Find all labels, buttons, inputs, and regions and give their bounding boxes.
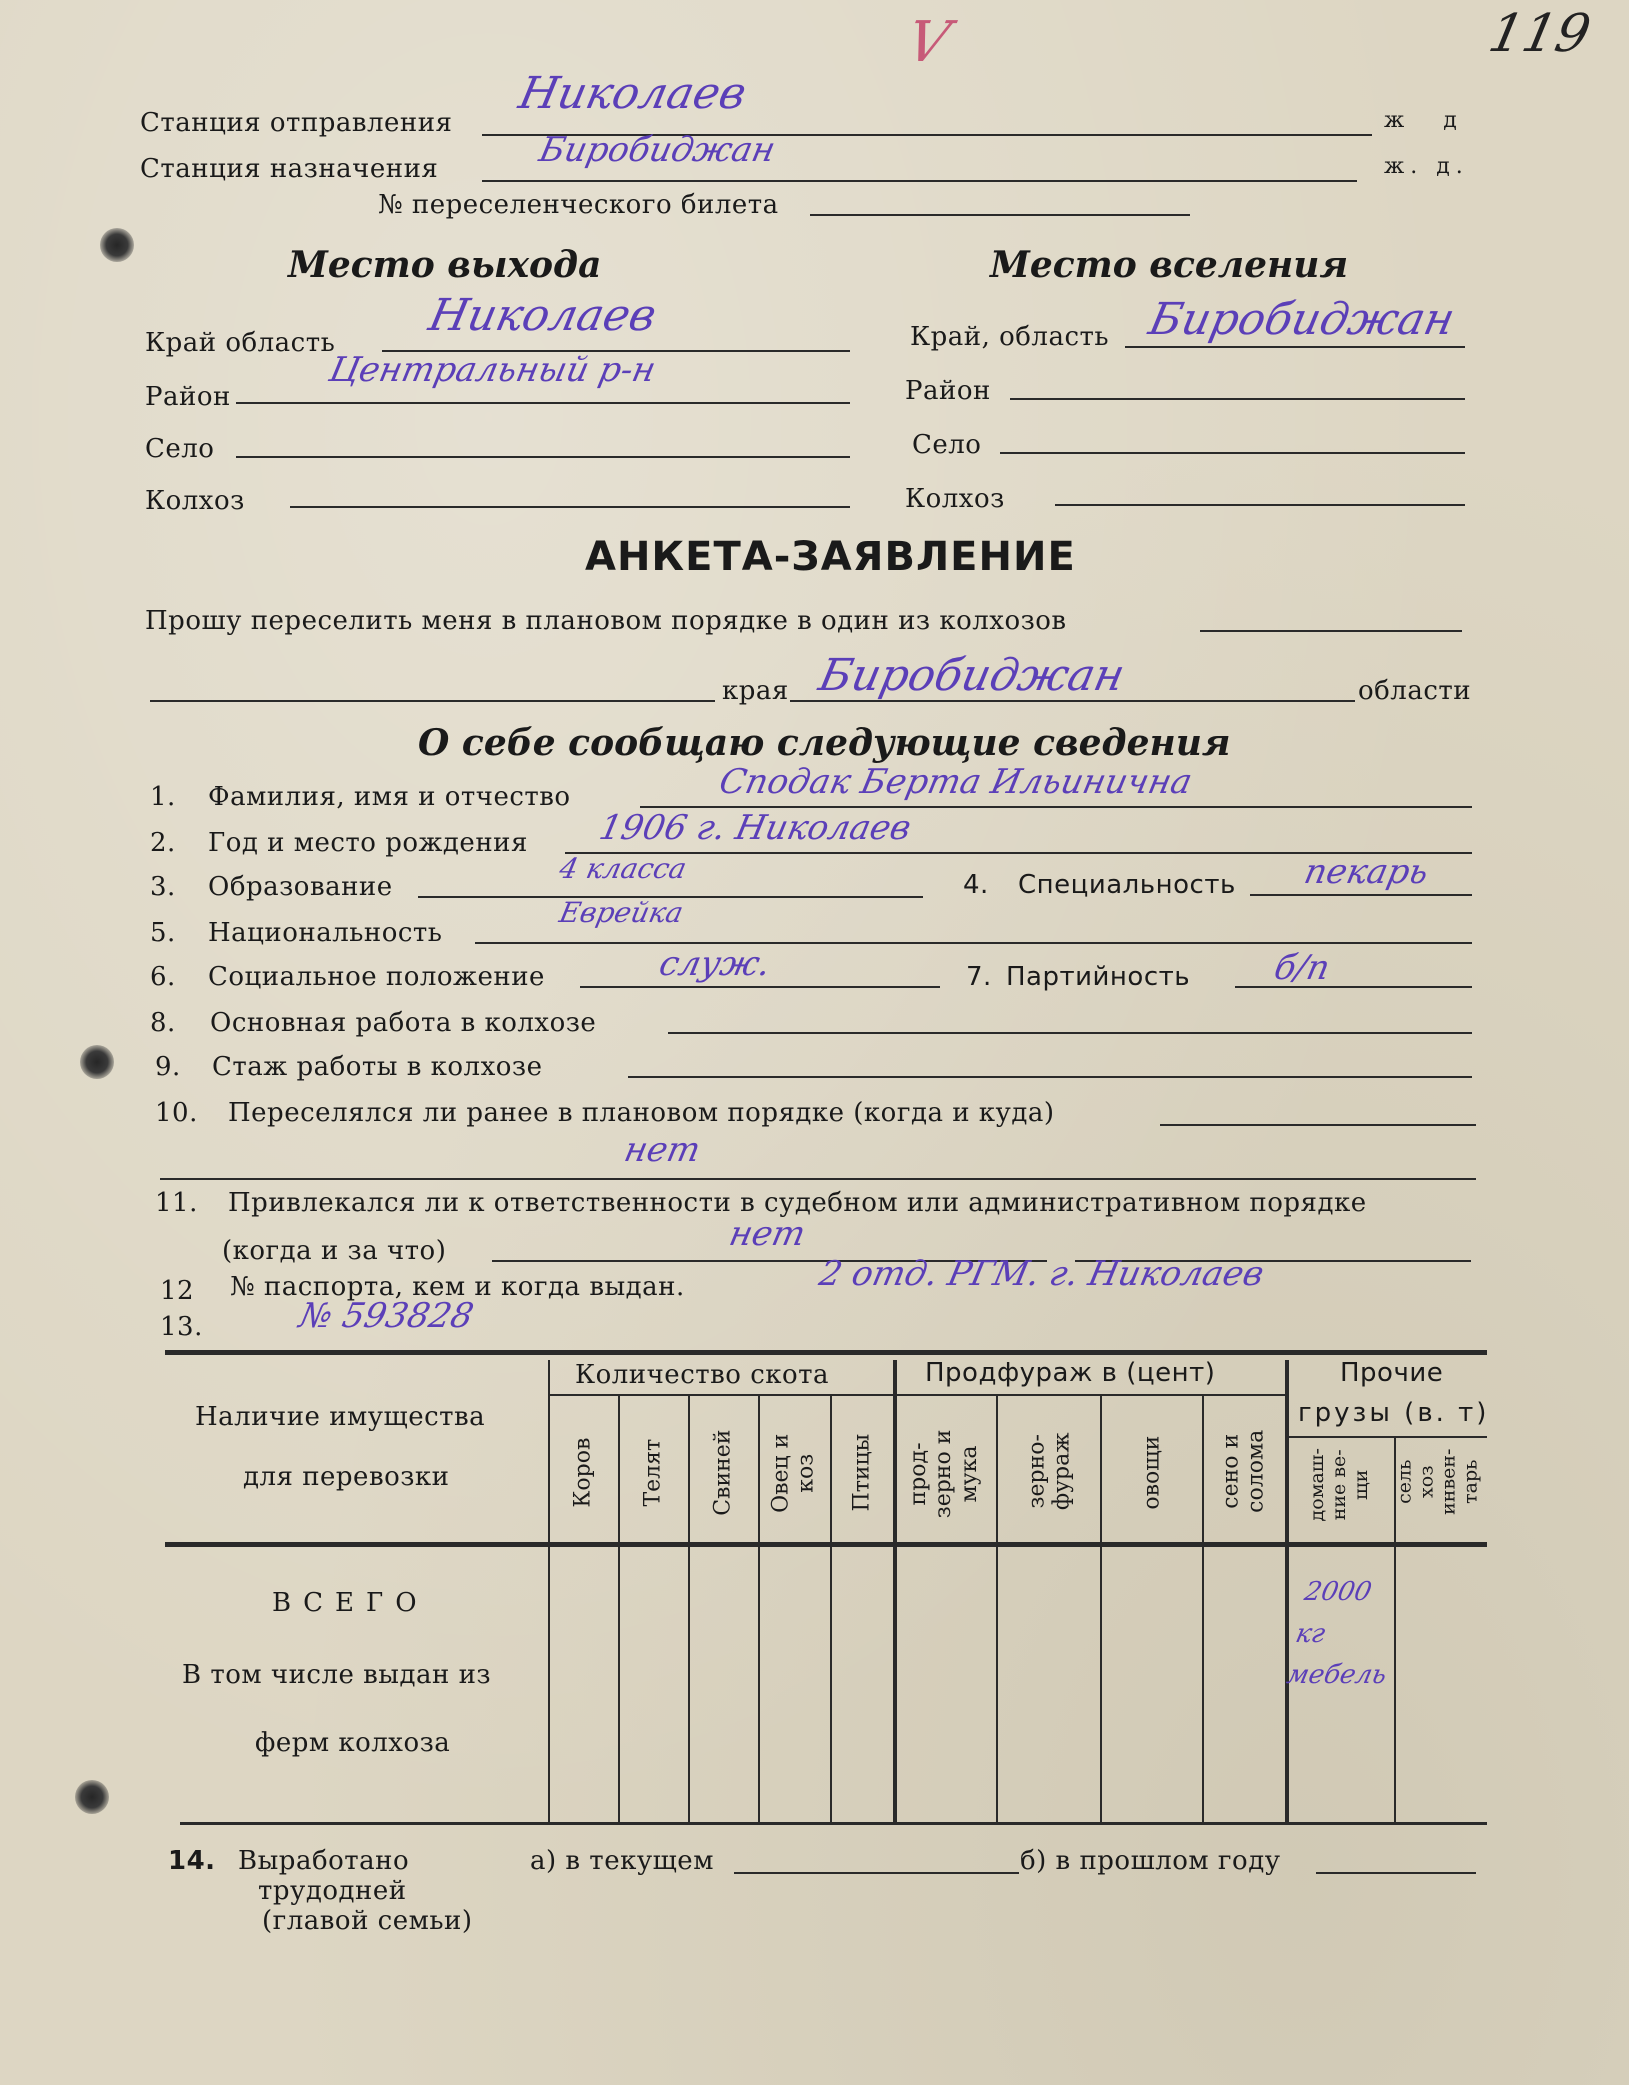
field-10-line (1160, 1124, 1476, 1126)
field-9-number: 9. (155, 1052, 181, 1082)
total-label: ВСЕГО (272, 1588, 429, 1618)
property-header: Наличие имущества (195, 1402, 486, 1432)
destination-region-label: Край, область (910, 322, 1110, 352)
property-header-b: для перевозки (243, 1462, 450, 1492)
destination-heading: Место вселения (990, 244, 1349, 286)
workdays-label: Выработано (238, 1846, 410, 1876)
feed-header: Продфураж в (цент) (925, 1358, 1216, 1388)
field-11-label-b: (когда и за что) (222, 1236, 447, 1266)
check-mark: V (901, 10, 956, 75)
field-7-label: Партийность (1006, 962, 1191, 992)
destination-station-value: Биробиджан (535, 130, 779, 170)
previous-year-label: б) в прошлом году (1020, 1846, 1281, 1876)
col-farm-inventory: сель хоз инвен- тарь (1393, 1448, 1481, 1515)
field-11-value: нет (725, 1214, 810, 1254)
punch-hole (80, 1045, 114, 1079)
origin-district-value: Центральный р-н (325, 350, 660, 390)
workdays-label-c: (главой семьи) (262, 1906, 473, 1936)
field-8-line (668, 1032, 1472, 1034)
field-6-value: служ. (655, 944, 775, 984)
field-6-number: 6. (150, 962, 176, 992)
destination-village-line (1000, 452, 1465, 454)
field-10-number: 10. (155, 1098, 198, 1128)
field-1-number: 1. (150, 782, 176, 812)
oblast-label: области (1358, 676, 1472, 706)
col-household: домаш- ние ве- щи (1306, 1448, 1372, 1522)
field-9-label: Стаж работы в колхозе (212, 1052, 543, 1082)
destination-district-line (1010, 398, 1465, 400)
col-divider (548, 1360, 550, 1822)
field-7-number: 7. (966, 962, 992, 992)
origin-district-label: Район (145, 382, 231, 412)
field-3-label: Образование (208, 872, 393, 902)
household-value: 2000 кг мебель (1284, 1577, 1390, 1691)
field-12-label: № паспорта, кем и когда выдан. (230, 1272, 685, 1302)
destination-village-label: Село (912, 430, 982, 460)
destination-kolkhoz-label: Колхоз (905, 484, 1005, 514)
ticket-label: № переселенческого билета (378, 190, 779, 220)
origin-region-value: Николаев (424, 290, 661, 341)
field-10-line-2 (160, 1178, 1476, 1180)
col-divider (758, 1396, 760, 1822)
field-13-value: № 593828 (295, 1296, 478, 1336)
departure-station-label: Станция отправления (140, 108, 453, 138)
punch-hole (100, 228, 134, 262)
col-vegetables: овощи (1139, 1435, 1165, 1510)
table-bottom-rule (180, 1822, 1487, 1825)
field-9-line (628, 1076, 1472, 1078)
field-4-line (1250, 894, 1472, 896)
field-6-label: Социальное положение (208, 962, 545, 992)
field-12-number: 12 (160, 1276, 195, 1306)
workdays-number: 14. (168, 1846, 216, 1876)
destination-district-label: Район (905, 376, 991, 406)
origin-village-line (236, 456, 850, 458)
ticket-line (810, 214, 1190, 216)
current-year-line (734, 1872, 1019, 1874)
field-2-value: 1906 г. Николаев (595, 808, 915, 848)
page-number: 119 (1483, 4, 1596, 64)
request-line (1200, 630, 1462, 632)
destination-region-line (1125, 346, 1465, 348)
current-year-label: а) в текущем (530, 1846, 714, 1876)
field-1-value: Сподак Берта Ильинична (715, 762, 1196, 802)
kray-value: Биробиджан (814, 650, 1130, 701)
col-cows: Коров (570, 1437, 596, 1508)
field-11-label: Привлекался ли к ответственности в судебном или административном порядке (228, 1188, 1367, 1218)
col-divider (1100, 1396, 1102, 1822)
departure-station-value: Николаев (514, 68, 751, 119)
table-top-rule (165, 1350, 1487, 1355)
field-13-number: 13. (160, 1312, 203, 1342)
other-header: Прочие (1340, 1358, 1444, 1388)
col-grain-flour: прод- зерно и мука (906, 1429, 982, 1519)
col-divider (1202, 1396, 1204, 1822)
field-12-value: 2 отд. РГМ. г. Николаев (815, 1254, 1268, 1294)
field-4-value: пекарь (1300, 852, 1433, 892)
origin-district-line (236, 402, 850, 404)
col-sheep-goats: Овец и коз (768, 1433, 819, 1513)
previous-year-line (1316, 1872, 1476, 1874)
request-text: Прошу переселить меня в плановом порядке в один из колхозов (145, 606, 1067, 636)
field-4-label: Специальность (1018, 870, 1236, 900)
livestock-header: Количество скота (575, 1360, 830, 1390)
kray-label: края (722, 676, 789, 706)
col-divider-thick (893, 1360, 897, 1822)
destination-station-line (482, 180, 1357, 182)
origin-heading: Место выхода (288, 244, 602, 286)
form-title: АНКЕТА-ЗАЯВЛЕНИЕ (585, 534, 1076, 580)
destination-station-label: Станция назначения (140, 154, 439, 184)
field-2-label: Год и место рождения (208, 828, 528, 858)
col-poultry: Птицы (849, 1433, 875, 1512)
origin-village-label: Село (145, 434, 215, 464)
field-5-line (475, 942, 1472, 944)
origin-kolkhoz-label: Колхоз (145, 486, 245, 516)
issued-label: В том числе выдан из (182, 1660, 492, 1690)
departure-station-suffix: ж д (1384, 108, 1473, 133)
col-grain-fodder: зерно- фураж (1024, 1432, 1075, 1511)
field-2-number: 2. (150, 828, 176, 858)
issued-label-b: ферм колхоза (255, 1728, 451, 1758)
field-5-value: Еврейка (556, 896, 687, 929)
workdays-label-b: трудодней (258, 1876, 407, 1906)
destination-station-suffix: ж. д. (1384, 154, 1469, 179)
col-divider (618, 1396, 620, 1822)
field-3-number: 3. (150, 872, 176, 902)
field-10-value: нет (620, 1130, 705, 1170)
field-11-number: 11. (155, 1188, 198, 1218)
field-7-value: б/п (1270, 948, 1334, 988)
origin-kolkhoz-line (290, 506, 850, 508)
field-4-number: 4. (963, 870, 989, 900)
col-divider (996, 1396, 998, 1822)
field-6-line (580, 986, 940, 988)
col-divider (830, 1396, 832, 1822)
col-calves: Телят (640, 1438, 666, 1507)
field-3-value: 4 класса (556, 852, 690, 885)
col-divider-thick (1285, 1360, 1289, 1822)
livestock-header-rule (548, 1394, 893, 1396)
origin-region-label: Край область (145, 328, 336, 358)
field-1-label: Фамилия, имя и отчество (208, 782, 571, 812)
punch-hole (75, 1780, 109, 1814)
field-8-label: Основная работа в колхозе (210, 1008, 597, 1038)
field-8-number: 8. (150, 1008, 176, 1038)
col-divider (688, 1396, 690, 1822)
destination-kolkhoz-line (1055, 504, 1465, 506)
destination-region-value: Биробиджан (1144, 294, 1460, 345)
feed-header-rule (893, 1394, 1285, 1396)
other-header-b: грузы (в. т) (1298, 1398, 1490, 1428)
col-pigs: Свиней (710, 1429, 736, 1516)
col-hay-straw: сено и солома (1218, 1429, 1269, 1513)
request-line-2 (150, 700, 715, 702)
field-5-number: 5. (150, 918, 176, 948)
info-heading: О себе сообщаю следующие сведения (418, 722, 1231, 764)
field-10-label: Переселялся ли ранее в плановом порядке (когда и куда) (228, 1098, 1055, 1128)
field-5-label: Национальность (208, 918, 443, 948)
